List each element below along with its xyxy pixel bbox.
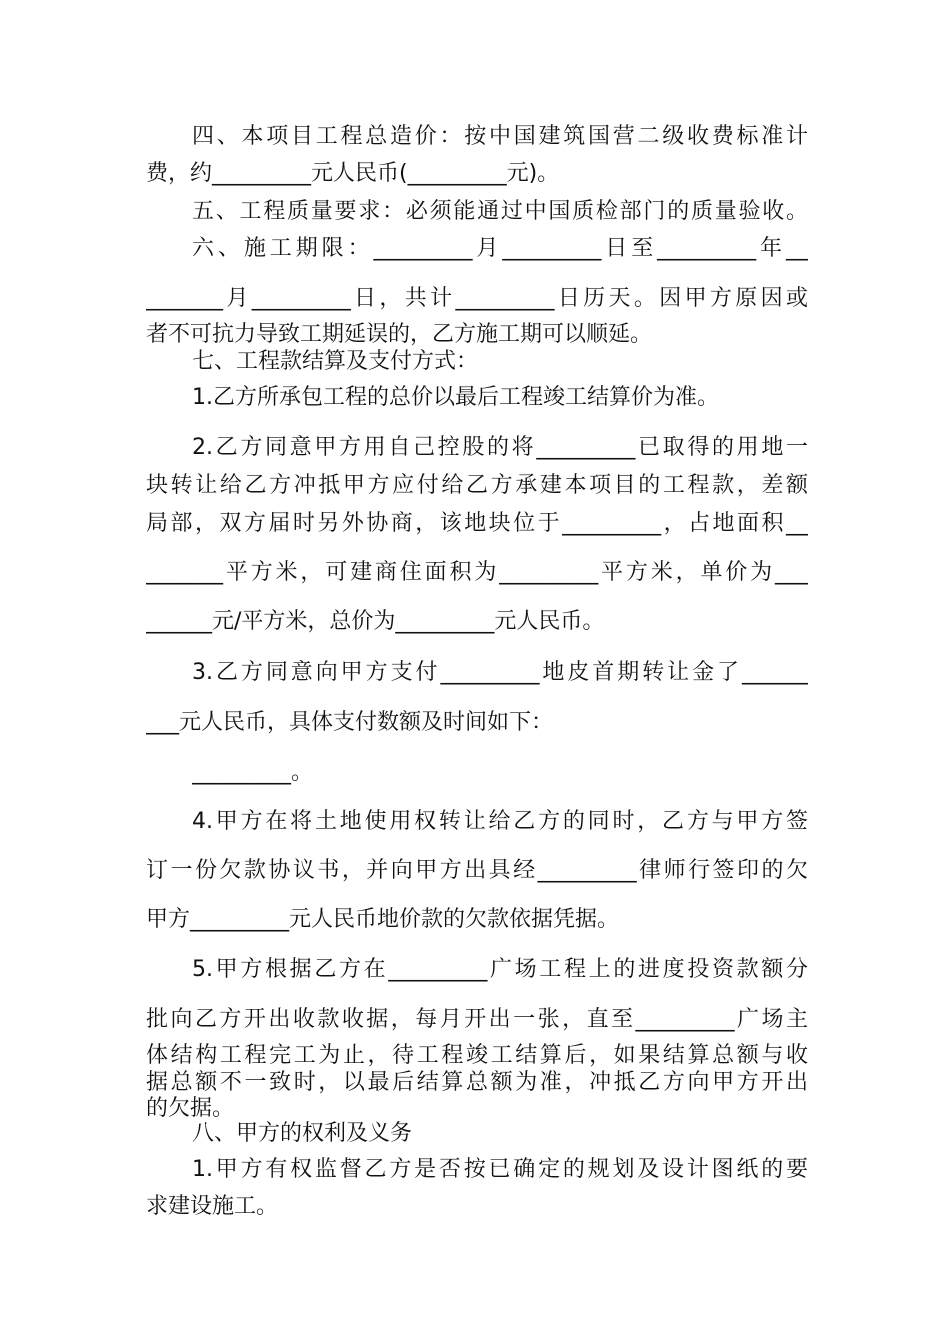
section-heading: 七、工程款结算及支付方式：: [192, 349, 479, 374]
text-line: 局部，双方届时另外协商，该地块位于_________，占地面积__: [146, 511, 808, 536]
text-line: 费，约_________元人民币(_________元)。: [146, 161, 560, 186]
text-line: 批向乙方开出收款收据，每月开出一张，直至_________广场主: [146, 1007, 808, 1032]
text-line: 求建设施工。: [146, 1194, 279, 1219]
text-line: ______元/平方米，总价为_________元人民币。: [146, 609, 605, 634]
text-line: 甲方_________元人民币地价款的欠款依据凭据。: [146, 907, 620, 932]
text-line: 3.乙方同意向甲方支付_________地皮首期转让金了______: [192, 660, 808, 685]
text-line: _______月_________日，共计_________日历天。因甲方原因或: [146, 286, 808, 311]
text-line: 据总额不一致时，以最后结算总额为准，冲抵乙方向甲方开出: [146, 1070, 808, 1095]
text-line: _________。: [192, 760, 314, 785]
text-line: 4.甲方在将土地使用权转让给乙方的同时，乙方与甲方签: [192, 809, 808, 834]
text-line: 1.乙方所承包工程的总价以最后工程竣工结算价为准。: [192, 385, 719, 410]
text-line: 的欠据。: [146, 1096, 235, 1121]
text-line: 2.乙方同意甲方用自己控股的将_________已取得的用地一: [192, 435, 808, 460]
text-line: 5.甲方根据乙方在_________广场工程上的进度投资款额分: [192, 957, 808, 982]
text-line: 四、本项目工程总造价：按中国建筑国营二级收费标准计: [192, 124, 808, 149]
text-line: 六、施工期限：_________月_________日至_________年__: [192, 236, 808, 261]
text-line: 块转让给乙方冲抵甲方应付给乙方承建本项目的工程款，差额: [146, 473, 808, 498]
section-heading: 八、甲方的权利及义务: [192, 1121, 413, 1146]
text-line: 1.甲方有权监督乙方是否按已确定的规划及设计图纸的要: [192, 1157, 808, 1182]
text-line: _______平方米，可建商住面积为_________平方米，单价为___: [146, 560, 808, 585]
text-line: ___元人民币，具体支付数额及时间如下：: [146, 710, 554, 735]
text-line: 五、工程质量要求：必须能通过中国质检部门的质量验收。: [192, 199, 808, 224]
text-line: 者不可抗力导致工期延误的，乙方施工期可以顺延。: [146, 322, 653, 347]
text-line: 体结构工程完工为止，待工程竣工结算后，如果结算总额与收: [146, 1043, 808, 1068]
text-line: 订一份欠款协议书，并向甲方出具经_________律师行签印的欠: [146, 858, 808, 883]
